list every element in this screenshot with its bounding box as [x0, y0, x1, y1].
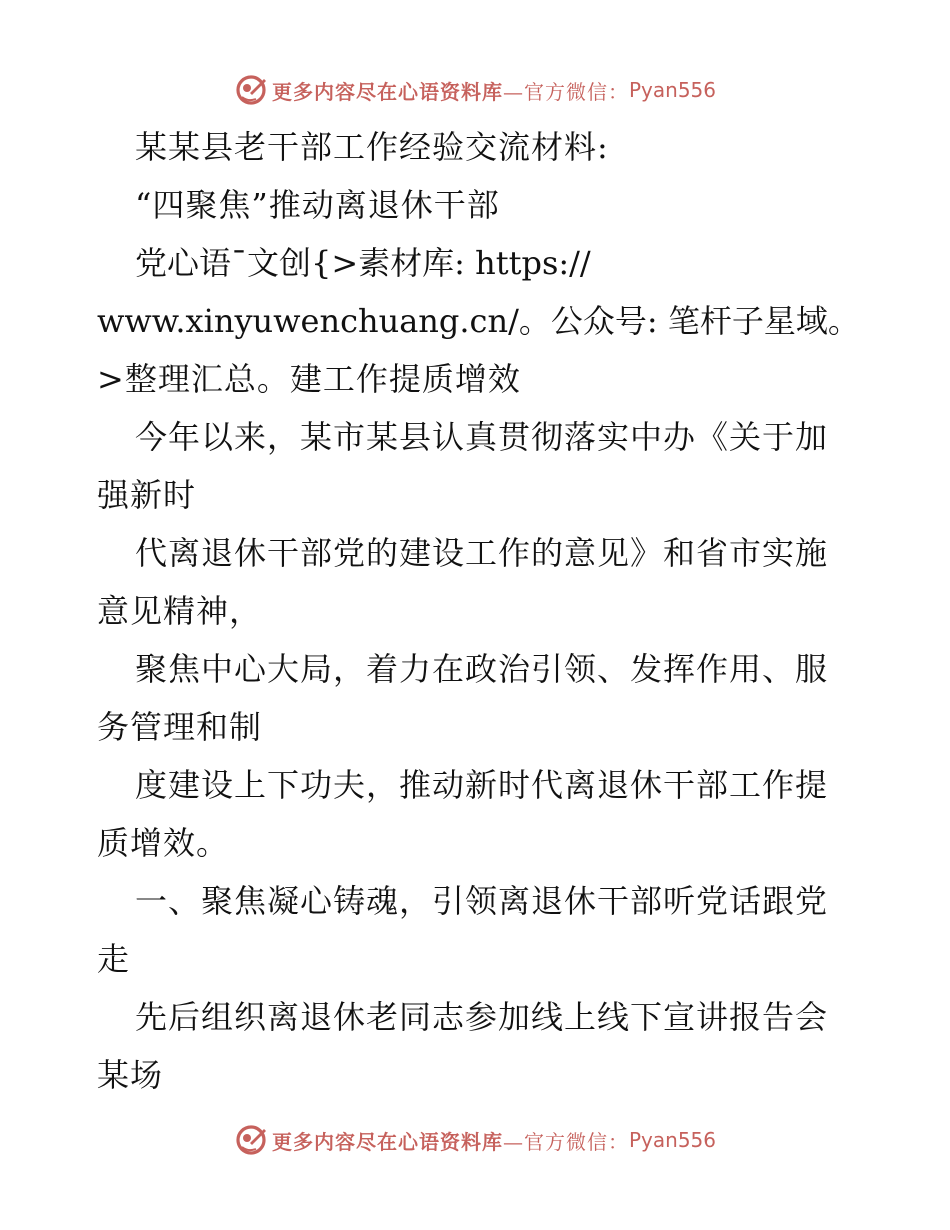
banner-wechat-id: Pyan556	[628, 78, 716, 102]
document-paragraph-line: 先后组织离退休老同志参加线上线下宣讲报告会	[135, 998, 829, 1036]
document-paragraph-line: 代离退休干部党的建设工作的意见》和省市实施	[135, 534, 829, 572]
brand-logo-icon	[234, 73, 268, 107]
document-line: 党心语¯文创{>素材库: https://	[135, 244, 591, 282]
document-paragraph-line: 今年以来，某市某县认真贯彻落实中办《关于加	[135, 418, 829, 456]
document-title-line-2: “四聚焦”推动离退休干部	[135, 186, 500, 224]
document-paragraph-line: 聚焦中心大局，着力在政治引领、发挥作用、服	[135, 650, 829, 688]
document-paragraph-line: 务管理和制	[97, 708, 263, 746]
document-paragraph-line: 质增效。	[97, 824, 230, 862]
document-paragraph-line: 强新时	[97, 476, 197, 514]
banner-slogan: 更多内容尽在心语资料库	[271, 79, 503, 104]
document-line: >整理汇总。建工作提质增效	[97, 360, 521, 398]
brand-logo-icon	[234, 1123, 268, 1157]
footer-watermark-banner	[0, 1120, 950, 1160]
document-paragraph-line: 某场	[97, 1056, 164, 1094]
section-heading: 一、聚焦凝心铸魂，引领离退休干部听党话跟党	[135, 882, 829, 920]
document-title-line-1: 某某县老干部工作经验交流材料:	[135, 128, 609, 166]
section-heading-continued: 走	[97, 940, 131, 978]
banner-wechat-id: Pyan556	[628, 1128, 716, 1152]
header-watermark-banner	[0, 70, 950, 110]
document-paragraph-line: 度建设上下功夫，推动新时代离退休干部工作提	[135, 766, 829, 804]
document-body	[97, 118, 860, 1104]
document-line: www.xinyuwenchuang.cn/。公众号: 笔杆子星域。	[97, 302, 860, 340]
document-paragraph-line: 意见精神，	[97, 592, 263, 630]
banner-contact-label: —官方微信：	[502, 79, 629, 104]
banner-slogan: 更多内容尽在心语资料库	[271, 1129, 503, 1154]
banner-contact-label: —官方微信：	[502, 1129, 629, 1154]
